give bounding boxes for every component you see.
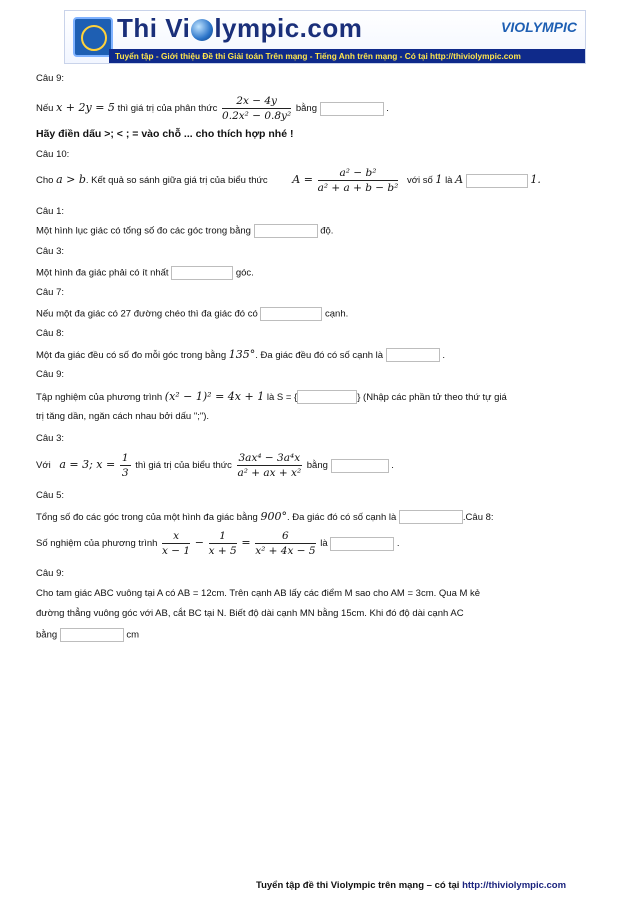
q1-numerator: 2x − 4y (222, 95, 291, 109)
header-banner (64, 10, 586, 64)
q9-title: Câu 5: (36, 490, 64, 501)
violympic-logo: VIOLYMPIC (501, 19, 577, 35)
q5-text: Nếu một đa giác có 27 đường chéo thì đa giác đó có (36, 308, 258, 320)
q4-answer-input[interactable] (171, 266, 233, 280)
q1-denominator: 0.2x² − 0.8y² (222, 110, 292, 122)
q5-answer-input[interactable] (260, 307, 322, 321)
footer (256, 880, 566, 891)
instruction: Hãy điền dấu >; < ; = vào chỗ ... cho thích hợp nhé ! (36, 128, 294, 140)
q10-f2-denominator: x + 5 (208, 545, 237, 557)
q1-fraction (222, 95, 291, 122)
q2-title: Câu 10: (36, 149, 70, 160)
q7-line2: trị tăng dần, ngăn cách nhau bởi dấu ";"). (36, 411, 210, 422)
q1-condition: x + 2y = 5 (56, 101, 115, 115)
banner-tagline: Tuyển tập - Giới thiệu Đề thi Giải toán Trên mạng - Tiếng Anh trên mạng - Có tại http://thiviolympic.com (109, 49, 585, 63)
q9-end: .Câu 8: (462, 512, 494, 523)
q10-line (36, 530, 400, 557)
q2-answer-input[interactable] (466, 174, 528, 188)
q10-answer-input[interactable] (330, 537, 394, 551)
q10-f1-numerator: x (162, 530, 190, 544)
q8-prefix: Với (36, 460, 51, 472)
q4-text: Một hình đa giác phải có ít nhất (36, 267, 169, 279)
q6-line (36, 348, 445, 362)
q2-la: là (445, 175, 453, 187)
q6-end: . (442, 350, 445, 361)
q8-line (36, 452, 394, 479)
q2-fraction (318, 167, 399, 194)
q6-text: Một đa giác đều có số đo mỗi góc trong bằng (36, 350, 227, 361)
q11-prefix: bằng (36, 629, 58, 641)
q2-prefix: Cho (36, 175, 54, 187)
q1-title: Câu 9: (36, 73, 64, 84)
q6-title: Câu 8: (36, 328, 64, 339)
q2-lhs: A = (292, 173, 313, 187)
q6-mid: . Đa giác đều đó có số cạnh là (255, 350, 384, 361)
footer-link[interactable]: http://thiviolympic.com (462, 880, 567, 891)
brand-title (117, 13, 362, 44)
q1-suffix: bằng (295, 103, 317, 115)
q10-minus: − (194, 536, 204, 550)
q8-title: Câu 3: (36, 433, 64, 444)
q8-x-fraction (120, 452, 131, 479)
q11-answer-input[interactable] (60, 628, 124, 642)
q6-answer-input[interactable] (386, 348, 440, 362)
q7-line (36, 390, 507, 404)
q2-condition: a > b (56, 173, 86, 187)
q10-text: Số nghiệm của phương trình (36, 538, 158, 550)
q1-line (36, 95, 389, 122)
q10-f3-numerator: 6 (255, 530, 315, 544)
q11-line2: đường thẳng vuông góc với AB, cắt BC tại N. Biết độ dài cạnh MN bằng 15cm. Khi đó độ dài cạnh AC (36, 608, 464, 619)
q3-answer-input[interactable] (254, 224, 318, 238)
q6-angle: 135° (228, 348, 256, 361)
q8-condition: a = 3; x = (59, 458, 116, 472)
q2-one-end: 1. (530, 173, 541, 187)
q2-denominator: a² + a + b − b² (317, 182, 399, 194)
brand-left: Thi Vi (117, 13, 191, 43)
q8-fraction (237, 452, 303, 479)
q7-equation: (x² − 1)² = 4x + 1 (164, 390, 265, 403)
q11-title: Câu 9: (36, 568, 64, 579)
q10-f3-denominator: x² + 4x − 5 (255, 545, 316, 557)
q3-line (36, 224, 333, 238)
q1-mid: thì giá trị của phân thức (117, 103, 218, 115)
q10-end: . (396, 538, 400, 550)
q10-fraction-2 (209, 530, 237, 557)
q9-text: Tổng số đo các góc trong của một hình đa giác bằng (36, 512, 258, 523)
q3-title: Câu 1: (36, 206, 64, 217)
q1-answer-input[interactable] (320, 102, 384, 116)
q3-end: độ. (320, 225, 334, 237)
q11-line3 (36, 628, 139, 642)
q1-prefix: Nếu (36, 103, 54, 115)
q10-f1-denominator: x − 1 (162, 545, 191, 557)
globe-icon (191, 19, 213, 41)
q8-x-denominator: 3 (121, 467, 129, 479)
q10-equals: = (241, 536, 251, 550)
q8-denominator: a² + ax + x² (237, 467, 302, 479)
q7-title: Câu 9: (36, 369, 64, 380)
q10-fraction-1 (162, 530, 190, 557)
q10-fraction-3 (255, 530, 315, 557)
q8-answer-input[interactable] (331, 459, 389, 473)
q9-answer-input[interactable] (399, 510, 463, 524)
q2-tail: với số (407, 175, 433, 187)
footer-text: Tuyển tập đề thi Violympic trên mạng – có tại (256, 880, 460, 891)
q8-numerator: 3ax⁴ − 3a⁴x (238, 452, 301, 464)
q9-angle: 900° (260, 510, 287, 523)
q4-end: góc. (235, 267, 254, 279)
q7-end: } (Nhập các phần tử theo thứ tự giá (357, 392, 507, 403)
q5-title: Câu 7: (36, 287, 64, 298)
q9-line (36, 510, 494, 524)
q10-suffix: là (320, 538, 328, 550)
q8-end: . (391, 460, 394, 472)
q7-mid: là S = { (266, 392, 298, 403)
q11-line1: Cho tam giác ABC vuông tại A có AB = 12cm. Trên cạnh AB lấy các điểm M sao cho AM = 3cm. Qua M kẻ (36, 588, 481, 599)
q3-text: Một hình lục giác có tổng số đo các góc trong bằng (36, 225, 251, 237)
q9-mid: . Đa giác đó có số cạnh là (286, 512, 397, 523)
q8-suffix: bằng (306, 460, 328, 472)
q4-line (36, 266, 254, 280)
q8-mid: thì giá trị của biểu thức (135, 460, 232, 472)
q5-line (36, 307, 348, 321)
q7-answer-input[interactable] (297, 390, 357, 404)
q2-one: 1 (435, 173, 443, 187)
q8-x-numerator: 1 (121, 452, 129, 464)
brand-right: lympic.com (214, 13, 363, 43)
q11-unit: cm (126, 629, 140, 641)
q4-title: Câu 3: (36, 246, 64, 257)
q2-line (36, 167, 541, 194)
q10-f2-numerator: 1 (209, 530, 237, 544)
q5-end: cạnh. (325, 308, 349, 320)
q2-mid: . Kết quả so sánh giữa giá trị của biểu thức (85, 175, 268, 187)
school-logo-icon (73, 17, 113, 57)
q2-A: A (455, 173, 464, 187)
q7-text: Tập nghiệm của phương trình (36, 392, 163, 403)
q2-numerator: a² − b² (318, 167, 399, 181)
q1-end: . (386, 103, 389, 115)
